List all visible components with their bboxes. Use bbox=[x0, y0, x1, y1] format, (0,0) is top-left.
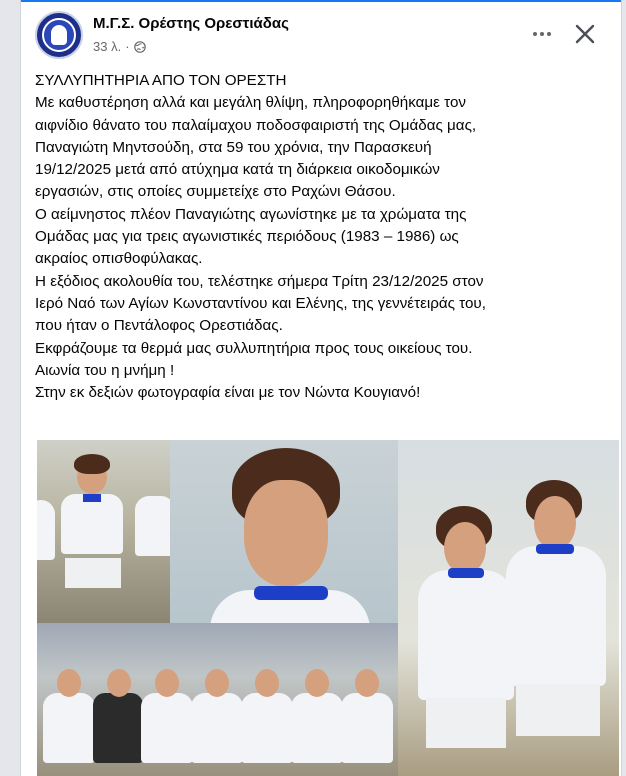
portrait-face bbox=[244, 480, 328, 586]
post-photo-collage[interactable] bbox=[37, 440, 619, 776]
shirt-collar bbox=[83, 494, 101, 502]
shirt-collar bbox=[536, 544, 574, 554]
player-shirt bbox=[141, 693, 193, 763]
page-avatar[interactable] bbox=[35, 11, 83, 59]
photo-two-players bbox=[398, 440, 619, 776]
photo-portrait bbox=[170, 440, 398, 623]
goalkeeper-shirt bbox=[93, 693, 143, 763]
player-shirt bbox=[135, 496, 175, 556]
player-head bbox=[57, 669, 81, 697]
avatar-emblem-figure bbox=[51, 25, 67, 45]
player-shirt bbox=[418, 570, 514, 700]
more-icon bbox=[533, 32, 537, 36]
player-shirt bbox=[37, 500, 55, 560]
post-card bbox=[20, 0, 622, 776]
post-message bbox=[35, 70, 615, 404]
player-shorts bbox=[516, 684, 600, 736]
post-text-line: Ομάδας μας για τρεις αγωνιστικές περιόδους (1983 – 1986) ως bbox=[35, 228, 459, 246]
post-text-line: Η εξόδιος ακολουθία του, τελέστηκε σήμερα Τρίτη 23/12/2025 στον bbox=[35, 272, 484, 290]
close-icon[interactable] bbox=[569, 18, 601, 50]
post-text-line: Αιωνία του η μνήμη ! bbox=[35, 361, 175, 379]
post-text-line: ακραίος οπισθοφύλακας. bbox=[35, 250, 203, 268]
post-text-line: Εκφράζουμε τα θερμά μας συλλυπητήρια προς τους οικείους του. bbox=[35, 339, 473, 357]
more-icon-dot bbox=[547, 32, 551, 36]
post-text-line: Με καθυστέρηση αλλά και μεγάλη θλίψη, πληροφορηθήκαμε τον bbox=[35, 94, 466, 112]
post-meta bbox=[93, 39, 146, 54]
player-shirt bbox=[191, 693, 243, 763]
shirt-collar bbox=[448, 568, 484, 578]
player-shirt bbox=[43, 693, 95, 763]
post-text-line: ΣΥΛΛΥΠΗΤΗΡΙΑ ΑΠΟ ΤΟΝ ΟΡΕΣΤΗ bbox=[35, 72, 287, 89]
page-name-link[interactable]: Μ.Γ.Σ. Ορέστης Ορεστιάδας bbox=[93, 15, 289, 32]
post-text-line: Παναγιώτη Μηντσούδη, στα 59 του χρόνια, την Παρασκευή bbox=[35, 138, 432, 156]
post-header bbox=[21, 0, 621, 66]
player-hair bbox=[74, 454, 110, 474]
player-shorts bbox=[65, 558, 121, 588]
player-head bbox=[305, 669, 329, 697]
post-text-line: Ιερό Ναό των Αγίων Κωνσταντίνου και Ελένης, της γεννέτειράς του, bbox=[35, 294, 486, 312]
player-head bbox=[205, 669, 229, 697]
player-shirt bbox=[61, 494, 123, 554]
post-text-line: εργασιών, στις οποίες συμμετείχε στο Ραχώνι Θάσου. bbox=[35, 183, 396, 201]
post-time-link[interactable]: 33 λ. bbox=[93, 39, 122, 54]
player-shirt bbox=[506, 546, 606, 686]
player-head bbox=[255, 669, 279, 697]
player-head bbox=[444, 522, 486, 574]
portrait-collar bbox=[254, 586, 328, 600]
post-text-line: Ο αείμνηστος πλέον Παναγιώτης αγωνίστηκε με τα χρώματα της bbox=[35, 205, 467, 223]
meta-separator: · bbox=[125, 39, 130, 54]
player-shirt bbox=[241, 693, 293, 763]
more-icon-dot bbox=[540, 32, 544, 36]
photo-team-players bbox=[37, 440, 170, 623]
player-shorts bbox=[426, 698, 506, 748]
post-text-line: 19/12/2025 μετά από ατύχημα κατά τη διάρκεια οικοδομικών bbox=[35, 161, 440, 179]
photo-team-lineup bbox=[37, 623, 398, 776]
player-shirt bbox=[291, 693, 343, 763]
post-text-line: Στην εκ δεξιών φωτογραφία είναι με τον Νώντα Κουγιανό! bbox=[35, 384, 421, 402]
post-text-line: αιφνίδιο θάνατο του παλαίμαχου ποδοσφαιριστή της Ομάδας μας, bbox=[35, 116, 477, 134]
player-head bbox=[534, 496, 576, 550]
more-options-button[interactable] bbox=[526, 18, 558, 50]
player-head bbox=[355, 669, 379, 697]
globe-icon[interactable] bbox=[134, 41, 146, 53]
player-head bbox=[107, 669, 131, 697]
post-text-line: που ήταν ο Πεντάλοφος Ορεστιάδας. bbox=[35, 317, 283, 335]
player-head bbox=[155, 669, 179, 697]
player-shirt bbox=[341, 693, 393, 763]
